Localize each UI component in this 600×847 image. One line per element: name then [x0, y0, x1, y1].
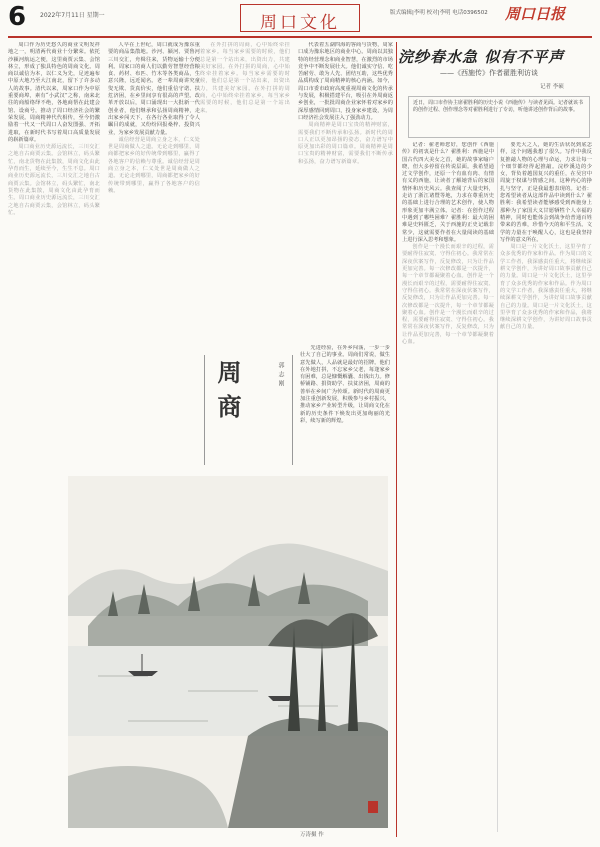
- feature-intro: 近日，周口市作协主席翟胜利的历史小说《西施传》与读者见面。记者就该书的创作过程、创作理念等对翟胜利进行了专访，听他讲述创作背后的故事。: [413, 100, 584, 113]
- feature-column-1-text: 记者：翟老师您好，您创作《西施传》的初衷是什么？翟胜利：西施是中国古代四大美女之首，她的故事家喻户晓，但大多停留在传说层面。我希望通过文学创作，还原一个有血有肉、有情有义的西施，让读者了解她背后的家国情怀和历史风云。我查阅了大量史料，走访了浙江诸暨等地，力求在尊重历史的基础上进行合理的艺术创作，使人物形象更加丰满立体。记者：在创作过程中遇到了哪些困难？翟胜利：最大的困难是史料匮乏，关于西施的正史记载非常少，这就需要作者在大量阅读的基础上进行深入思考和想象。: [402, 142, 494, 243]
- foreground-bank: [228, 718, 388, 828]
- issue-date: 2022年7月11日 星期一: [40, 12, 105, 19]
- feature-column-1: [402, 142, 494, 837]
- essay-column-1-text: 周口作为历史悠久的商业文明发祥地之一，明清两代商业十分繁荣。依托沙颍河航运之便，这里商贾云集、会馆林立，形成了独具特色的周商文化。周商以诚信为本，以仁义为先，足迹遍布中原大地乃至大江南北，留下了许多动人的故事。清代以来，周家口作为中原重要商埠，素有“小武汉”之称，南来北往的商船络绎不绝，各地商帮在此建会馆、设商号，推动了周口经济社会的繁荣发展。周商精神代代相传，至今仍激励着一代又一代周口人奋发图强、开拓进取，在新时代书写着周口高质量发展的崭新篇章。: [8, 42, 100, 143]
- essay-title: 周商: [213, 360, 242, 428]
- essay-column-2-text: 人早在上世纪，周口就成为豫东重要的商品集散地。沙河、颍河、贾鲁河三川交汇，舟楫往来，货物运输十分便利。周家口的商人们以勤劳智慧经营粮食、药材、布匹、竹木等各类商品，生意兴隆，远近闻名。老一辈周商讲究童叟无欺、货真价实，他们重信守诺、扶危济困，在乡里间享有很高的声望。改革开放以后，周口涌现出一大批新一代创业者，他们继承和弘扬周商精神，走出家乡闯天下，在各行各业取得了令人瞩目的成就，又纷纷回报桑梓、投资兴业，为家乡发展贡献力量。: [108, 42, 200, 136]
- essay-column-3-text: 代表着五湖四海的客商与货物，周家口成为豫东地区的商业中心。周商以其独特的经营理念和商业智慧，在激烈的市场竞争中不断发展壮大。他们诚实守信、吃苦耐劳、敢为人先、团结互助，这些优秀品质构成了周商精神的核心内涵。如今，周口市委市政府高度重视周商文化的传承与发展，积极搭建平台，吸引在外周商返乡创业，一批批周商企业家怀着对家乡的深厚感情回到周口，投身家乡建设，为周口经济社会发展注入了强劲动力。: [298, 42, 393, 121]
- feature-column-2: [500, 142, 592, 837]
- feature-column-2-text: 要光大之人，她的生活状况到底怎样，这个问题我想了很久。写作中我反复推敲人物的心理与命运，力求让每一个细节都经得起推敲。浣纱溪边的少女，背负着越国复兴的重任，在吴宫中周旋于权谋与情感之间，这种内心的挣扎与坚守，正是我最想表现的。记者：您希望读者从这部作品中读到什么？翟胜利：我希望读者能够感受到西施身上那种为了家国大义甘愿牺牲个人幸福的精神，同时也能体会到战争给普通百姓带来的苦难，珍惜今天的和平生活。文学的力量在于唤醒人心，这也是我坚持写作的意义所在。: [500, 142, 592, 243]
- essay-column-4: [300, 345, 390, 473]
- essay-column-2-filler: 诚信经营是周商立身之本，仁义处世是周商做人之道。无论走到哪里，周商都把家乡的好传统带到哪里，赢得了各地客户的信赖与尊重。诚信经营是周商立身之本，仁义处世是周商做人之道。无论走到哪里，周商都把家乡的好传统带到哪里，赢得了各地客户的信赖。: [108, 136, 200, 194]
- feature-column-2-filler: 周口是一片文化沃土，这里孕育了众多优秀的作家和作品。作为周口的文学工作者，我深感责任重大，将继续深耕文学创作，为讲好周口故事贡献自己的力量。周口是一片文化沃土，这里孕育了众多优秀的作家和作品。作为周口的文学工作者，我深感责任重大，将继续深耕文学创作，为讲好周口故事贡献自己的力量。周口是一片文化沃土，这里孕育了众多优秀的作家和作品，我将继续深耕文学创作，为讲好周口故事贡献自己的力量。: [500, 244, 592, 331]
- essay-column-3-top: [200, 42, 290, 342]
- feature-reporter: 记者 李硕: [540, 84, 564, 90]
- editor-credits: 版式编辑|李明 校对|李明 电话0396502: [390, 10, 488, 16]
- page-number: 6: [8, 2, 27, 32]
- section-title: 周口文化: [260, 13, 340, 33]
- essay-column-1: [8, 42, 100, 472]
- header-rule: [8, 36, 592, 38]
- essay-column-4-text: 先进经验，在外乡闯荡，一步一步壮大了自己的事业。周商们常说，做生意先做人，人品就是最好的招牌。他们在外地打拼，不忘家乡父老，每逢家乡有困难，总是慷慨解囊、出钱出力。修桥铺路、捐资助学、扶贫济困，周商的善举在乡间广为传颂。新时代的周商更加注重创新发展，积极参与乡村振兴，推动家乡产业转型升级，让周商文化在新的历史条件下焕发出更加绚丽的光彩，续写新的辉煌。: [300, 345, 390, 424]
- essay-column-3-filler: 周商精神是周口宝贵的精神财富，需要我们不断传承和弘扬。新时代的周口人正以更加昂扬的姿态，奋力谱写中原更加出彩的周口篇章。周商精神是周口宝贵的精神财富，需要我们不断传承和弘扬，奋力谱写新篇章。: [298, 122, 393, 165]
- essay-column-1-filler: 周口商业历史源远流长，三川交汇之地自古商贾云集。会馆林立，码头繁忙，南北货物在此集散，周商文化由此孕育而生，延续至今，生生不息。周口商业历史源远流长，三川交汇之地自古商贾云集。会馆林立，码头繁忙，南北货物在此集散，周商文化由此孕育而生。周口商业历史源远流长，三川交汇之地自古商贾云集，会馆林立，码头繁忙。: [8, 144, 100, 216]
- feature-intro-box: [408, 96, 590, 138]
- essay-column-2: [108, 42, 200, 472]
- title-rule-left: [204, 355, 205, 465]
- newspaper-masthead: 周口日报: [505, 5, 566, 23]
- title-rule-right: [292, 355, 293, 465]
- feature-column-1-filler: 创作是一个漫长而艰辛的过程，需要耐得住寂寞、守得住初心。我常常在深夜伏案写作，反复修改，只为让作品更加完善。每一次修改都是一次提升，每一个章节都凝聚着心血。创作是一个漫长而艰辛的过程，需要耐得住寂寞、守得住初心。我常常在深夜伏案写作，反复修改，只为让作品更加完善。每一次修改都是一次提升，每一个章节都凝聚着心血。创作是一个漫长而艰辛的过程，需要耐得住寂寞、守得住初心。我常常在深夜伏案写作，反复修改，只为让作品更加完善，每一个章节都凝聚着心血。: [402, 244, 494, 346]
- essay-author: 郭志刚: [277, 362, 284, 389]
- painting-caption: 万涛摄 作: [300, 832, 324, 838]
- feature-column-divider: [497, 142, 498, 832]
- feature-subtitle: ——《西施传》作者翟胜利访谈: [440, 69, 538, 77]
- section-banner: [240, 4, 360, 32]
- page-column-divider: [396, 42, 397, 837]
- painting-seal: [368, 801, 378, 813]
- essay-column-3-top-filler: 在外打拼的周商，心中始终牵挂着家乡。每当家乡需要的时候，他们总是第一个站出来，出资出力，共建美好家园。在外打拼的周商，心中始终牵挂着家乡。每当家乡需要的时候，他们总是第一个站出来，出资出力，共建美好家园。在外打拼的周商，心中始终牵挂着家乡，每当家乡需要的时候，他们总是第一个站出来。: [200, 42, 290, 114]
- feature-title: 浣纱春水急 似有不平声: [398, 48, 565, 66]
- landscape-painting: [68, 476, 388, 828]
- page-header: [0, 0, 600, 40]
